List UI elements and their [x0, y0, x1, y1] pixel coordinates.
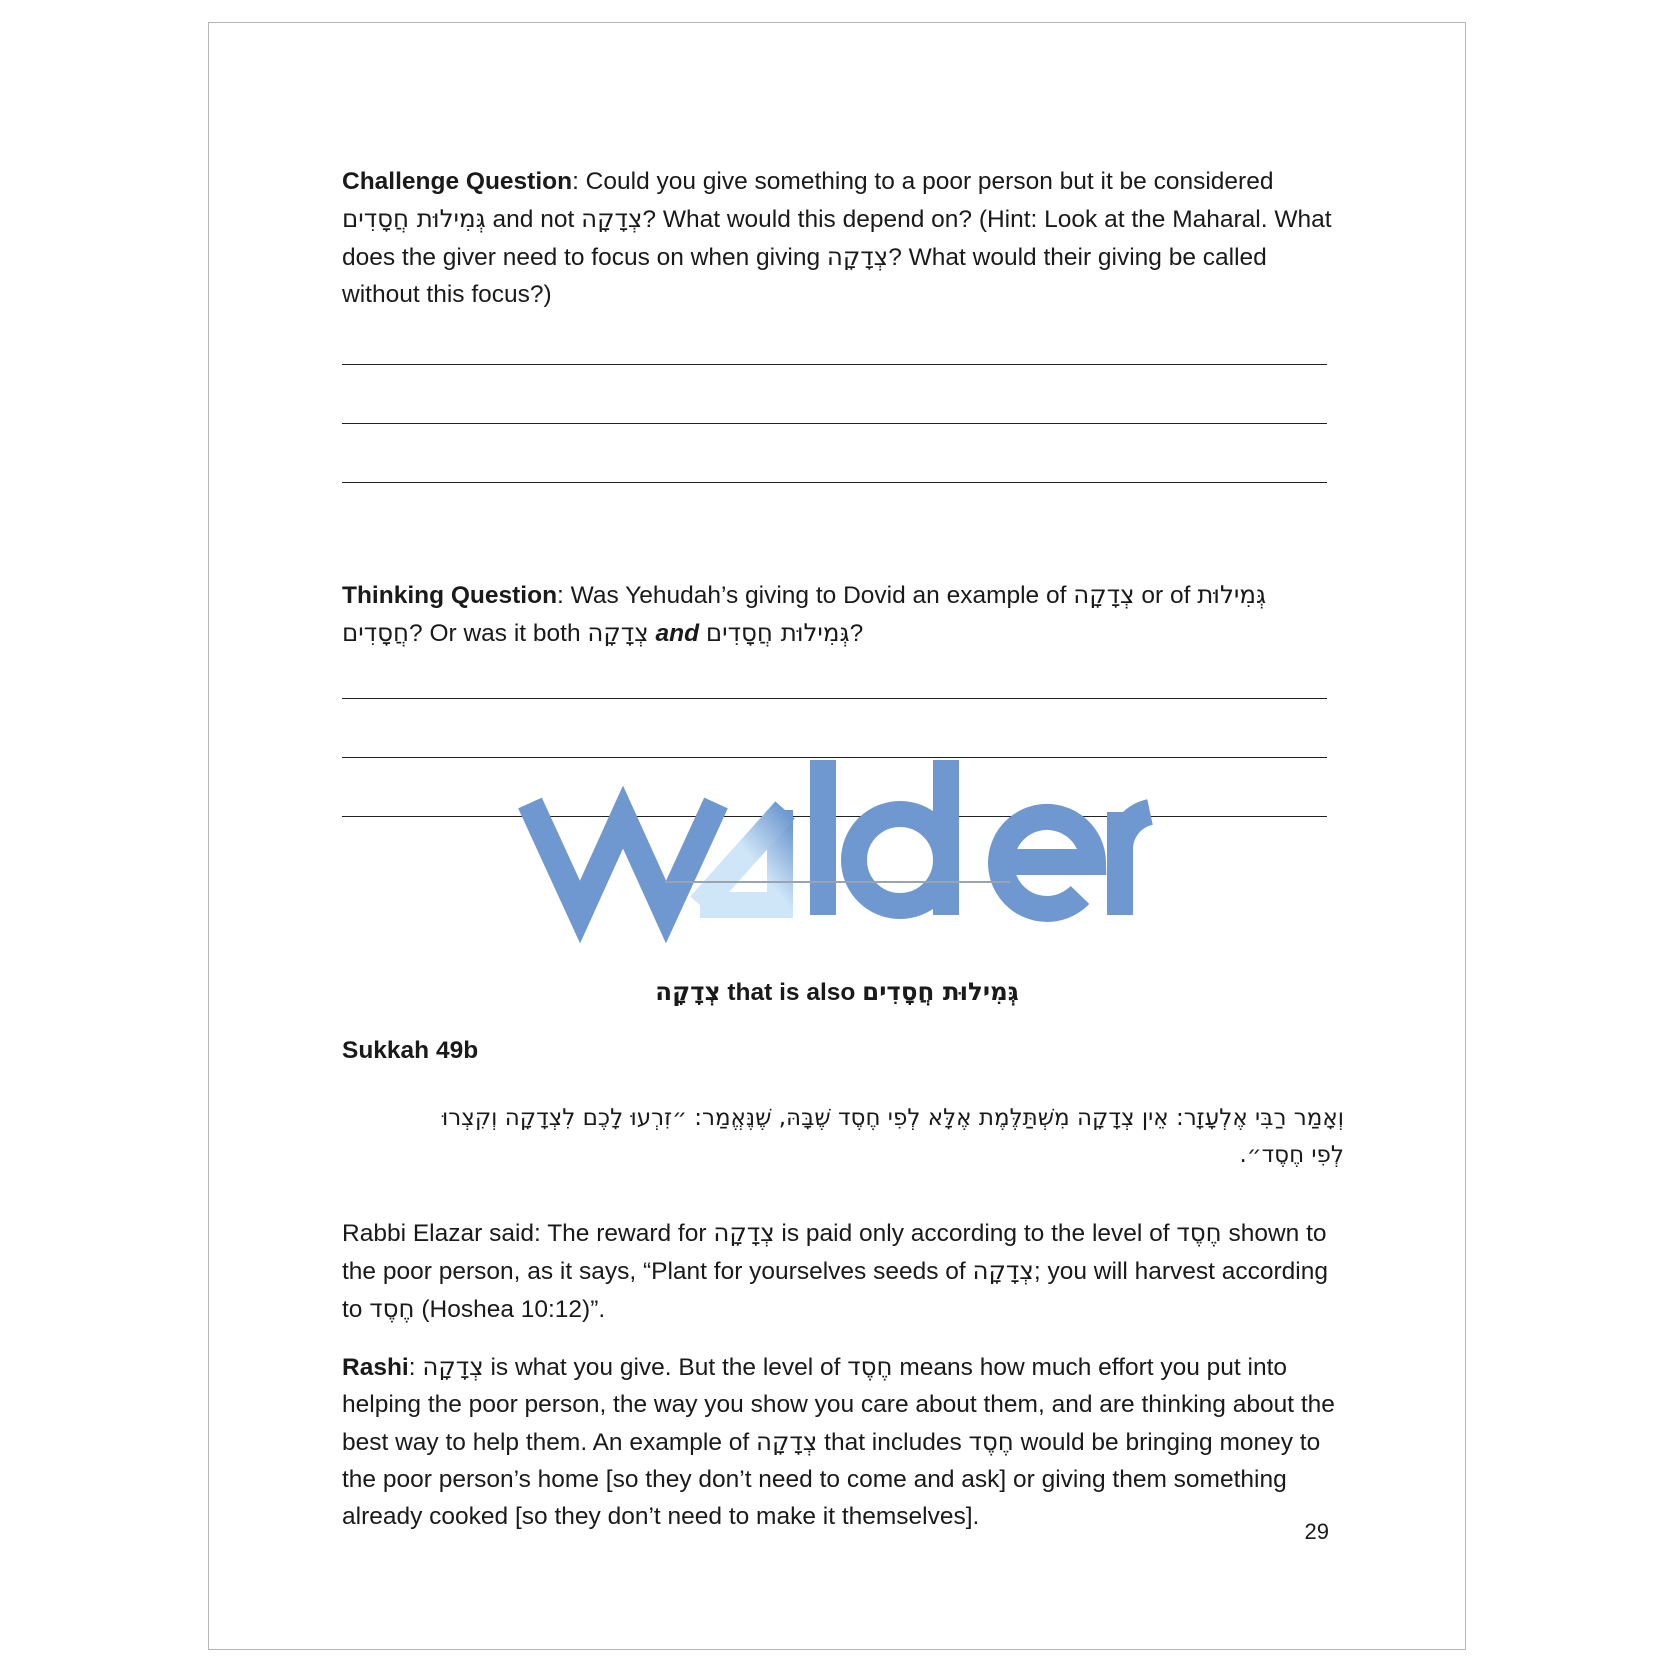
hebrew-gemilut-chasadim: גְּמִילוּת חֲסָדִים: [862, 977, 1019, 1006]
rashi-text: would be bringing money to the poor person’s home [so they don’t need to come and ask] or giving them something already cooked [so they don’t need to make it themselves].: [342, 1429, 1321, 1530]
hebrew-tzedakah: צְדָקָה: [756, 1427, 818, 1456]
thinking-text: or of: [1134, 582, 1198, 609]
hebrew-chesed: חֶסֶד: [968, 1427, 1014, 1456]
heading-text: that is also: [720, 979, 863, 1006]
challenge-question: [342, 163, 1337, 313]
hebrew-tzedakah: צְדָקָה: [972, 1256, 1034, 1285]
page: [208, 22, 1466, 1650]
hebrew-tzedakah: צְדָקָה: [713, 1218, 775, 1247]
rashi-text: :: [408, 1354, 423, 1381]
hebrew-gemilut-chasadim: גְּמִילוּת חֲסָדִים: [342, 204, 486, 233]
translation-text: (Hoshea 10:12)”.: [414, 1296, 606, 1323]
page-number: 29: [1304, 1519, 1329, 1544]
thinking-text: [699, 620, 706, 647]
hebrew-tzedakah: צְדָקָה: [1073, 580, 1135, 609]
thinking-text: : Was Yehudah’s giving to Dovid an example of: [557, 582, 1074, 609]
source-heading: Sukkah 49b: [342, 1037, 479, 1064]
hebrew-tzedakah: צְדָקָה: [826, 242, 889, 271]
rashi-paragraph: [342, 1348, 1337, 1535]
answer-line[interactable]: [342, 482, 1327, 483]
answer-line[interactable]: [342, 423, 1327, 424]
challenge-label: Challenge Question: [342, 168, 573, 195]
translation-text: shown to the poor person, as it says, “Plant for yourselves seeds of: [342, 1220, 1327, 1285]
challenge-text: ? What would their giving be called without this focus?): [342, 244, 1267, 308]
hebrew-tzedakah: צְדָקָה: [581, 204, 643, 233]
answer-line[interactable]: [342, 816, 1327, 817]
rashi-text: means how much effort you put into helping the poor person, the way you show you care about them, and are thinking about the best way to help them. An example of: [342, 1354, 1335, 1456]
hebrew-gemilut-chasadim: גְּמִילוּת חֲסָדִים: [705, 618, 850, 647]
hebrew-tzedakah: צְדָקָה: [587, 618, 649, 647]
thinking-text: ?: [849, 620, 864, 647]
hebrew-tzedakah: צְדָקָה: [655, 977, 721, 1006]
translation-text: ; you will harvest according to: [342, 1258, 1328, 1323]
watermark-text: walder: [0, 0, 3, 1]
answer-line[interactable]: [342, 364, 1327, 365]
emphasis-and: and: [655, 620, 700, 647]
answer-line[interactable]: [342, 698, 1327, 699]
thinking-text: ? Or was it both: [409, 620, 588, 647]
section-heading: [209, 977, 1465, 1007]
thinking-question: [342, 576, 1337, 652]
challenge-text: ? What would this depend on? (Hint: Look at the Maharal. What does the giver need to focus on when giving: [342, 206, 1332, 271]
thinking-text: [649, 620, 656, 647]
answer-line[interactable]: [342, 757, 1327, 758]
rashi-text: that includes: [817, 1429, 969, 1456]
rashi-label: Rashi: [342, 1354, 409, 1381]
hebrew-quote: וְאָמַר רַבִּי אֶלְעָזָר: אֵין צְדָקָה מִשְׁתַּלֶּמֶת אֶלָּא לְפִי חֶסֶד שֶׁבָּהּ, שֶׁנֶּאֱמַר: ״זִרְעוּ לָכֶם לִצְדָקָה וְקִצְרוּ לְפִי חֶסֶד״.: [441, 1105, 1344, 1168]
translation-text: is paid only according to the level of: [774, 1220, 1177, 1247]
hebrew-chesed: חֶסֶד: [369, 1294, 415, 1323]
hebrew-chesed: חֶסֶד: [1176, 1218, 1222, 1247]
translation-paragraph: [342, 1214, 1337, 1328]
challenge-text: and not: [485, 206, 582, 233]
thinking-label: Thinking Question: [342, 582, 558, 609]
hebrew-tzedakah: צְדָקָה: [422, 1352, 484, 1381]
hebrew-gemilut-chasadim: גְּמִילוּת חֲסָדִים: [342, 580, 1267, 647]
challenge-text: : Could you give something to a poor person but it be considered: [572, 168, 1274, 195]
translation-text: Rabbi Elazar said: The reward for: [342, 1220, 714, 1247]
hebrew-chesed: חֶסֶד: [847, 1352, 893, 1381]
rashi-text: is what you give. But the level of: [483, 1354, 848, 1381]
